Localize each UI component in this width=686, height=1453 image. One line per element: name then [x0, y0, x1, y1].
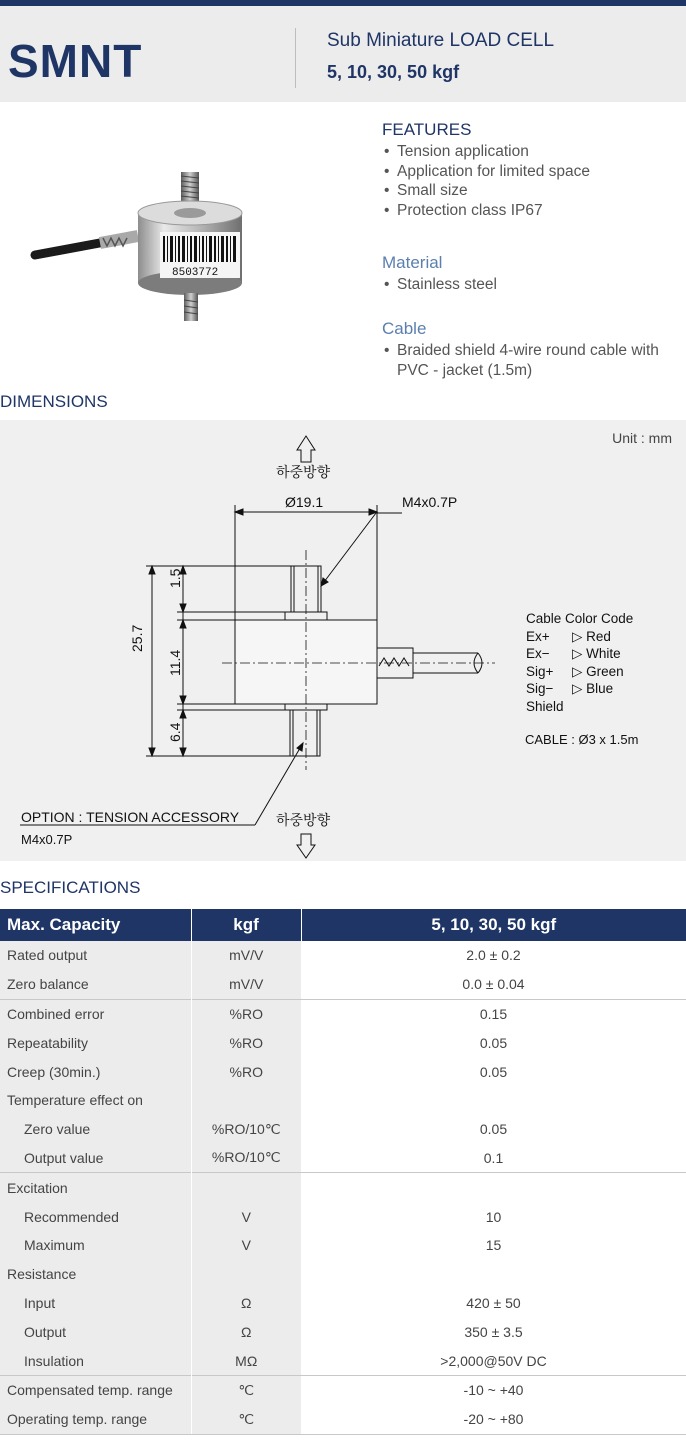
dim-total: 25.7 — [129, 624, 145, 652]
cable-title: Cable — [382, 319, 427, 338]
load-direction-top: 하중방향 — [276, 464, 331, 480]
product-subtitle: Sub Miniature LOAD CELL — [327, 30, 555, 51]
load-direction-bottom: 하중방향 — [276, 812, 331, 828]
table-row: Compensated temp. range ℃ -10 ~ +40 — [0, 1375, 686, 1404]
header-divider — [295, 28, 296, 88]
option-thread-label: M4x0.7P — [21, 832, 73, 847]
specifications-title: SPECIFICATIONS — [0, 878, 141, 897]
list-item: • Small size — [382, 181, 682, 201]
features-list — [382, 142, 682, 220]
table-row: Rated output mV/V 2.0 ± 0.2 — [0, 941, 686, 970]
dim-bottom: 6.4 — [167, 722, 183, 742]
color-code-title: Cable Color Code — [526, 611, 634, 626]
table-row: Operating temp. range ℃ -20 ~ +80 — [0, 1405, 686, 1434]
table-row: Input Ω 420 ± 50 — [0, 1289, 686, 1318]
cable-section — [382, 319, 682, 380]
cable-list — [382, 341, 682, 380]
cable-color-code — [526, 610, 633, 715]
col-header-capacity: Max. Capacity — [0, 909, 191, 941]
table-row: Output value %RO/10℃ 0.1 — [0, 1144, 686, 1173]
list-item: • Stainless steel — [382, 275, 682, 295]
table-row: Output Ω 350 ± 3.5 — [0, 1317, 686, 1346]
color-code-row: Ex+ ▷ Red — [526, 628, 611, 644]
table-row: Creep (30min.) %RO 0.05 — [0, 1057, 686, 1086]
table-row: Zero balance mV/V 0.0 ± 0.04 — [0, 970, 686, 999]
list-item: • Application for limited space — [382, 162, 682, 182]
color-code-row: Sig+ ▷ Green — [526, 663, 624, 679]
product-photo — [20, 150, 310, 340]
color-code-row: Ex− ▷ White — [526, 646, 621, 661]
color-code-row: Sig− ▷ Blue — [526, 681, 614, 696]
features-title: FEATURES — [382, 120, 472, 139]
table-row: Zero value %RO/10℃ 0.05 — [0, 1115, 686, 1144]
table-row: Excitation — [0, 1173, 686, 1202]
dim-top: 1.5 — [167, 568, 183, 588]
list-item: • Braided shield 4-wire round cable with PVC - jacket (1.5m) — [382, 341, 662, 380]
photo-serial-label: 8503772 — [172, 267, 219, 279]
table-header-row — [0, 909, 686, 941]
table-row: Resistance — [0, 1260, 686, 1289]
table-row: Repeatability %RO 0.05 — [0, 1028, 686, 1057]
table-row: Temperature effect on — [0, 1086, 686, 1115]
col-header-unit: kgf — [191, 909, 301, 941]
specifications-table — [0, 909, 686, 1435]
color-code-row: Shield — [526, 698, 564, 714]
cable-spec-label: CABLE : Ø3 x 1.5m — [525, 732, 639, 747]
list-item: • Tension application — [382, 142, 682, 162]
capacity-range: 5, 10, 30, 50 kgf — [327, 62, 460, 82]
option-label: OPTION : TENSION ACCESSORY — [21, 809, 240, 825]
dimensions-title: DIMENSIONS — [0, 392, 108, 411]
table-row: Insulation MΩ >2,000@50V DC — [0, 1346, 686, 1375]
features-section — [382, 120, 682, 220]
header-band — [0, 6, 686, 102]
material-list — [382, 275, 682, 295]
material-title: Material — [382, 253, 443, 272]
table-row: Recommended V 10 — [0, 1202, 686, 1231]
model-name: SMNT — [8, 35, 143, 87]
table-row: Maximum V 15 — [0, 1231, 686, 1260]
diameter-label: Ø19.1 — [285, 494, 324, 510]
unit-label: Unit : mm — [612, 430, 672, 446]
dim-mid: 11.4 — [167, 649, 183, 676]
dimensions-drawing — [0, 420, 686, 861]
table-row: Combined error %RO 0.15 — [0, 999, 686, 1028]
list-item: • Protection class IP67 — [382, 201, 682, 221]
col-header-value: 5, 10, 30, 50 kgf — [301, 909, 686, 941]
material-section — [382, 253, 682, 295]
thread-label: M4x0.7P — [402, 494, 458, 510]
